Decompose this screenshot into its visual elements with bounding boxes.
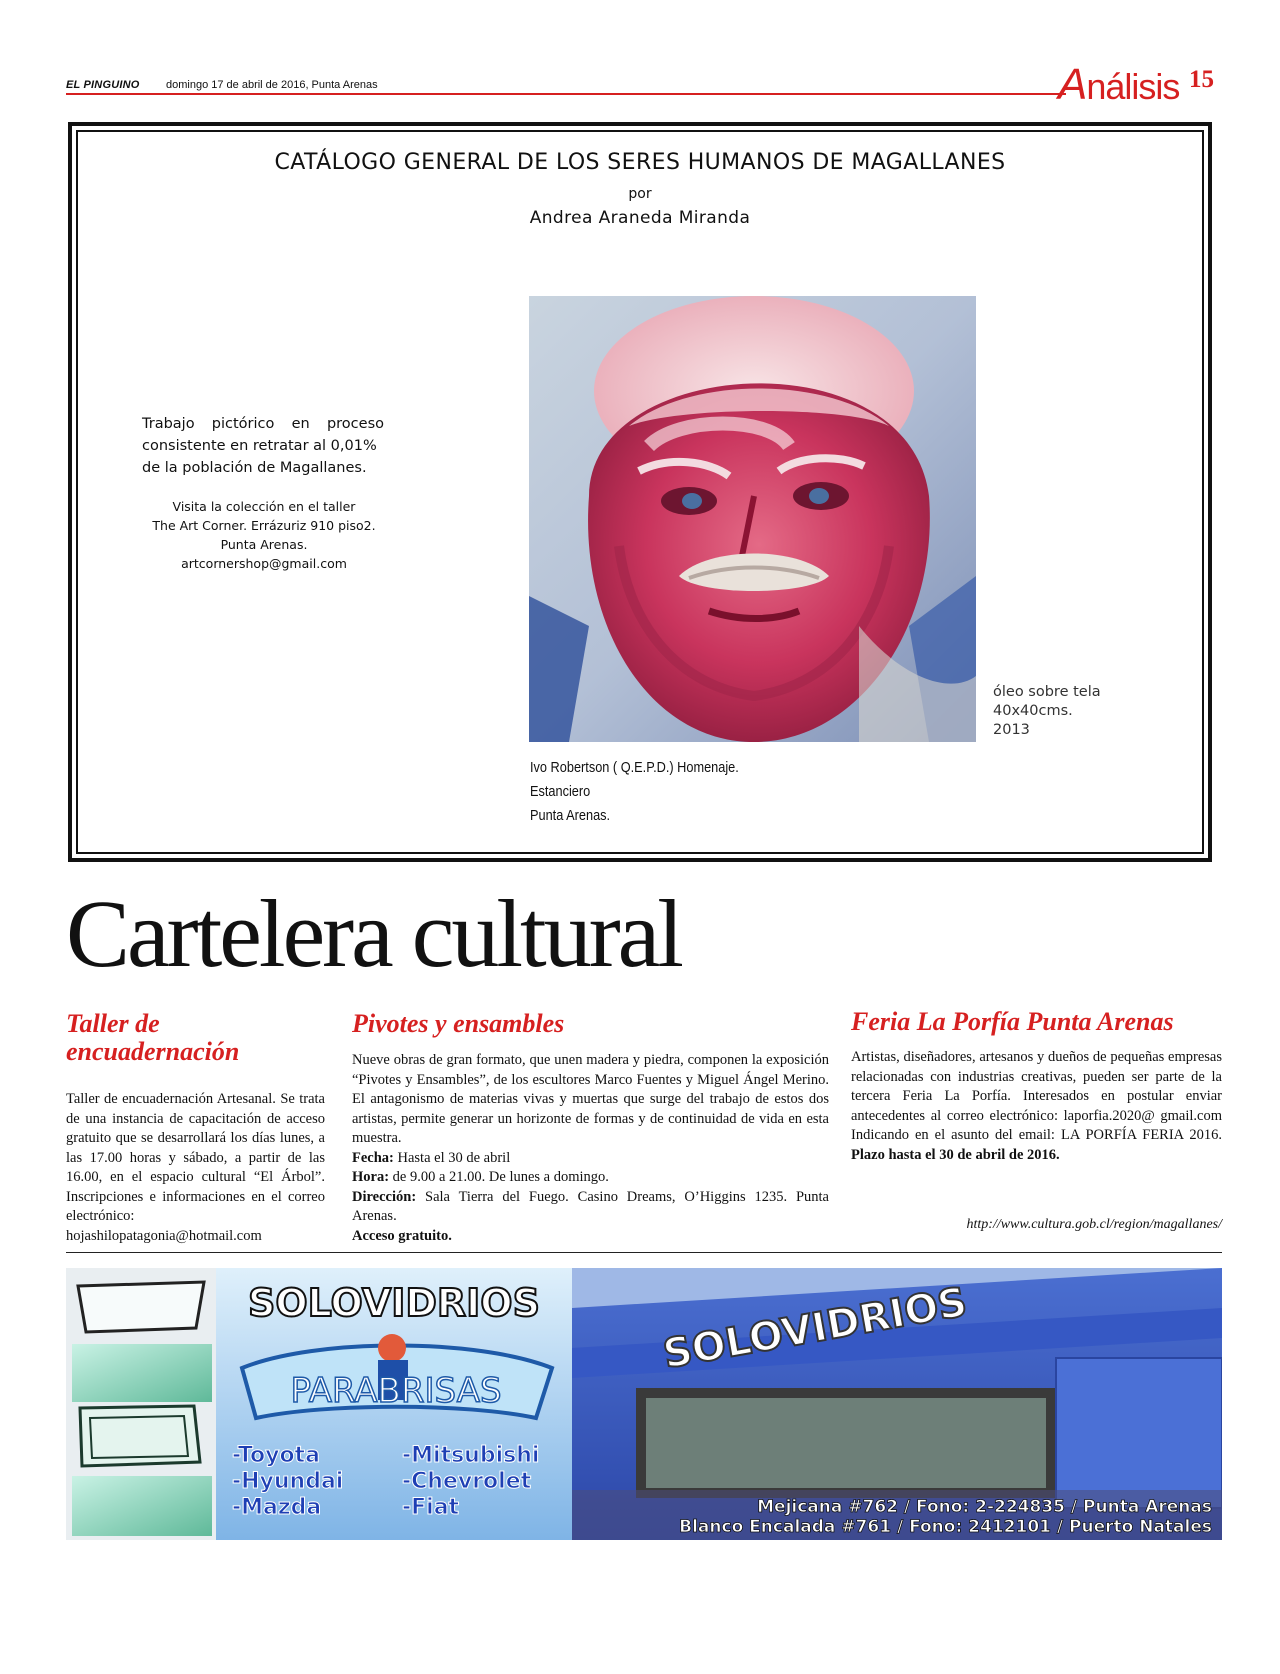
description-line: Trabajo pictórico en proceso [142,416,384,432]
feria-deadline: Plazo hasta el 30 de abril de 2016. [851,1146,1060,1163]
svg-text:-Mitsubishi [402,1443,539,1468]
pivotes-description: Nueve obras de gran formato, que unen madera y piedra, componen la exposición “Pivotes y Ensambles”, de los escultores Marco Fuentes y Miguel Ángel Merino. El antagonismo de materias vivas y muertas que surge del trabajo de estos dos artistas, permite generar un horizonte de formas y de continuidad de vida en esta muestra. [352,1052,829,1146]
visit-line: Punta Arenas. [220,537,308,552]
description-line: de la población de Magallanes. [142,460,367,476]
solovidrios-ad [66,1268,1222,1540]
section-title-rest: nálisis [1086,66,1180,107]
event-heading-pivotes: Pivotes y ensambles [352,1009,565,1038]
header-rule [66,93,1066,95]
svg-text:-Chevrolet [402,1469,532,1494]
event-heading-feria: Feria La Porfía Punta Arenas [851,1007,1174,1036]
caption-line: Punta Arenas. [530,807,611,824]
event-body-feria [851,1048,1222,1165]
source-link[interactable]: http://www.cultura.gob.cl/region/magallanes/ [966,1217,1222,1232]
acceso-label: Acceso gratuito. [352,1227,452,1244]
ad-brand: SOLOVIDRIOS [248,1281,540,1325]
page-number: 15 [1189,66,1214,93]
ad-product: PARABRISAS [290,1371,502,1411]
technique-line: 2013 [993,722,1030,738]
make-left: -Toyota [232,1443,320,1468]
ad-address-2: Blanco Encalada #761 / Fono: 2412101 / Puerto Natales [679,1517,1212,1537]
caption-line: Estanciero [530,783,591,800]
event-heading-taller: Taller de encuadernación [66,1009,240,1066]
feria-description: Artistas, diseñadores, artesanos y dueños de pequeñas empresas relacionadas con industrias creativas, pueden ser parte de la tercera Feria La Porfía. Interesados en postular enviar antecedentes al correo electrónico: laporfia.2020@ gmail.com Indicando en el asunto del email: LA PORFÍA FERIA 2016. [851,1049,1222,1143]
date-line: domingo 17 de abril de 2016, Punta Arenas [166,79,378,91]
make-right: -Chevrolet [402,1469,532,1494]
svg-text:Blanco Encalada #761 / Fono: 2 [679,1517,1212,1537]
hora-label: Hora: [352,1169,390,1185]
catalog-description [142,413,384,479]
catalog-title: CATÁLOGO GENERAL DE LOS SERES HUMANOS DE MAGALLANES [274,150,1006,175]
visit-line: The Art Corner. Errázuriz 910 piso2. [152,518,376,533]
direccion-label: Dirección: [352,1188,417,1205]
svg-text:Mejicana #762 / Fono: 2-224835 [757,1497,1212,1517]
description-line: consistente en retratar al 0,01% [142,438,377,454]
ad-brand-text [248,1281,540,1325]
portrait-painting [529,296,976,742]
direccion-value: Sala Tierra del Fuego. Casino Dreams, O’Higgins 1235. Punta Arenas. [352,1188,829,1224]
cartelera-title: Cartelera cultural [66,880,681,987]
fecha-value: Hasta el 30 de abril [393,1149,511,1166]
visit-email: artcornershop@gmail.com [181,556,347,571]
visit-line: Visita la colección en el taller [172,499,356,514]
make-right: -Mitsubishi [402,1443,540,1468]
ad-address-1: Mejicana #762 / Fono: 2-224835 / Punta Arenas [757,1497,1212,1517]
hora-value: de 9.00 a 21.00. De lunes a domingo. [389,1169,609,1185]
svg-text:-Toyota [232,1443,320,1468]
svg-text:-Mazda [232,1495,321,1520]
ad-product-text [290,1371,501,1411]
event-body-taller: Taller de encuadernación Artesanal. Se trata de una instancia de capacitación de acceso gratuito que se desarrollará los días lunes, a las 17.00 horas y sábado, a partir de las 16.00, en el espacio cultural “El Árbol”. Inscripciones e informaciones en el correo electrónico: hojashilopatagonia@hotmail.com [66,1091,325,1244]
fecha-label: Fecha: [352,1149,394,1166]
catalog-author: Andrea Araneda Miranda [529,208,751,228]
svg-text:-Fiat [402,1495,460,1520]
make-left: -Mazda [232,1495,322,1520]
make-right: -Fiat [402,1495,460,1520]
painting-caption [530,756,739,828]
section-title-initial: A [1058,60,1087,109]
ad-divider [66,1252,1222,1253]
section-title [1058,60,1179,110]
make-left: -Hyundai [232,1469,344,1494]
caption-line: Ivo Robertson ( Q.E.P.D.) Homenaje. [530,759,739,776]
svg-text:-Hyundai [232,1469,343,1494]
painting-technique [993,683,1101,740]
visit-info [126,497,402,573]
catalog-by: por [628,186,652,202]
event-body-pivotes [352,1051,829,1246]
technique-line: 40x40cms. [993,703,1073,719]
technique-line: óleo sobre tela [993,684,1101,700]
storefront-sign: SOLOVIDRIOS [659,1279,971,1378]
newspaper-logo: EL PINGUINO [66,79,140,91]
